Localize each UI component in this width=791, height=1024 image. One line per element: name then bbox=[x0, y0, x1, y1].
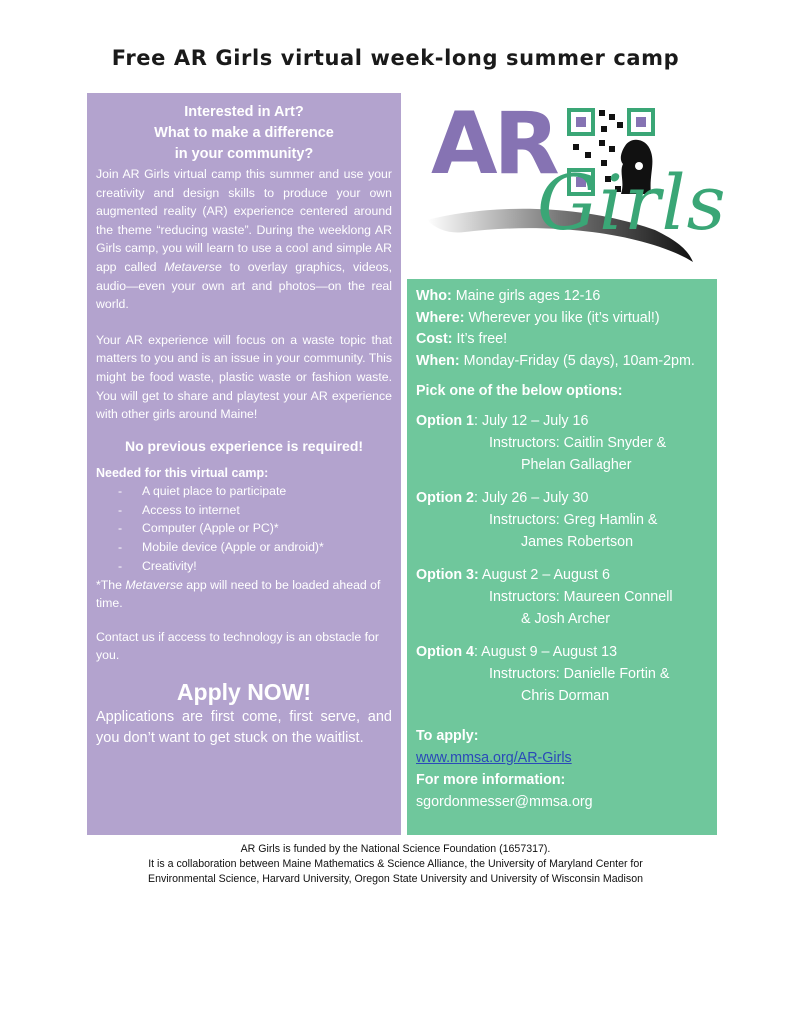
app-name: Metaverse bbox=[164, 259, 222, 274]
intro-line: in your community? bbox=[174, 146, 314, 162]
list-item: - Access to internet bbox=[118, 501, 392, 520]
no-experience-note: No previous experience is required! bbox=[124, 437, 364, 454]
list-item: - Mobile device (Apple or android)* bbox=[118, 538, 392, 557]
logo-ar-text: AR bbox=[431, 94, 556, 194]
footer-line: It is a collaboration between Maine Mathematics & Science Alliance, the University of Maryland Center for bbox=[148, 858, 643, 870]
option-block: Option 3: August 2 – August 6 Instructors: Maureen Connell & Josh Archer bbox=[416, 567, 673, 627]
apply-section bbox=[416, 725, 709, 813]
option-block: Option 4: August 9 – August 13 Instructors: Danielle Fortin & Chris Dorman bbox=[416, 644, 670, 704]
intro-line: Interested in Art? bbox=[184, 104, 304, 120]
info-panel bbox=[87, 93, 401, 835]
contact-email: sgordonmesser@mmsa.org bbox=[416, 794, 593, 810]
needed-title: Needed for this virtual camp: bbox=[96, 465, 269, 480]
needed-list bbox=[96, 482, 392, 576]
to-apply-label: To apply: bbox=[416, 728, 479, 744]
more-info-label: For more information: bbox=[416, 772, 566, 788]
list-item: - Computer (Apple or PC)* bbox=[118, 519, 392, 538]
apply-link[interactable]: www.mmsa.org/AR-Girls bbox=[416, 750, 572, 766]
ar-girls-logo bbox=[425, 94, 727, 275]
when-line: When: Monday-Friday (5 days), 10am-2pm. bbox=[416, 352, 695, 369]
waste-topic-paragraph: Your AR experience will focus on a waste topic that matters to you and is an issue in your community. This might be food waste, plastic waste or fashion waste. You will get to share and playtest your AR experience with other girls around Maine! bbox=[96, 332, 392, 422]
list-item: - A quiet place to participate bbox=[118, 482, 392, 501]
app-note: *The Metaverse app will need to be loaded ahead of time. bbox=[96, 577, 381, 611]
logo-girls-text: Girls bbox=[537, 158, 727, 247]
where-line: Where: Wherever you like (it’s virtual!) bbox=[416, 309, 660, 326]
intro-heading bbox=[96, 102, 392, 165]
list-item: - Creativity! bbox=[118, 557, 392, 576]
intro-line: What to make a difference bbox=[154, 125, 334, 141]
footer-line: Environmental Science, Harvard University, Oregon State University and University of Wisconsin Madison bbox=[148, 873, 643, 885]
cost-line: Cost: It’s free! bbox=[416, 331, 508, 347]
contact-note: Contact us if access to technology is an obstacle for you. bbox=[96, 629, 379, 663]
funding-footer bbox=[0, 842, 791, 887]
footer-line: AR Girls is funded by the National Science Foundation (1657317). bbox=[240, 843, 551, 855]
apply-subtext: Applications are first come, first serve, and you don’t want to get stuck on the waitlist. bbox=[96, 709, 392, 747]
apply-heading: Apply NOW! bbox=[176, 679, 312, 706]
option-block: Option 1: July 12 – July 16 Instructors: Caitlin Snyder & Phelan Gallagher bbox=[416, 413, 667, 473]
description-paragraph: Join AR Girls virtual camp this summer and use your creativity and design skills to produce your own augmented reality (AR) experience centered around the theme “reducing waste”. During the weeklong AR Girls camp, you will learn to use a cool and simple AR app called Metaverse to overlay graphics, videos, audio—even your own art and photos—on the real world. bbox=[96, 167, 392, 312]
pick-options-heading: Pick one of the below options: bbox=[416, 383, 623, 399]
who-line: Who: Maine girls ages 12-16 bbox=[416, 288, 601, 304]
option-block: Option 2: July 26 – July 30 Instructors: Greg Hamlin & James Robertson bbox=[416, 490, 658, 550]
camp-details-panel bbox=[407, 279, 717, 835]
page-title: Free AR Girls virtual week-long summer camp bbox=[111, 46, 680, 70]
app-name: Metaverse bbox=[125, 577, 183, 592]
